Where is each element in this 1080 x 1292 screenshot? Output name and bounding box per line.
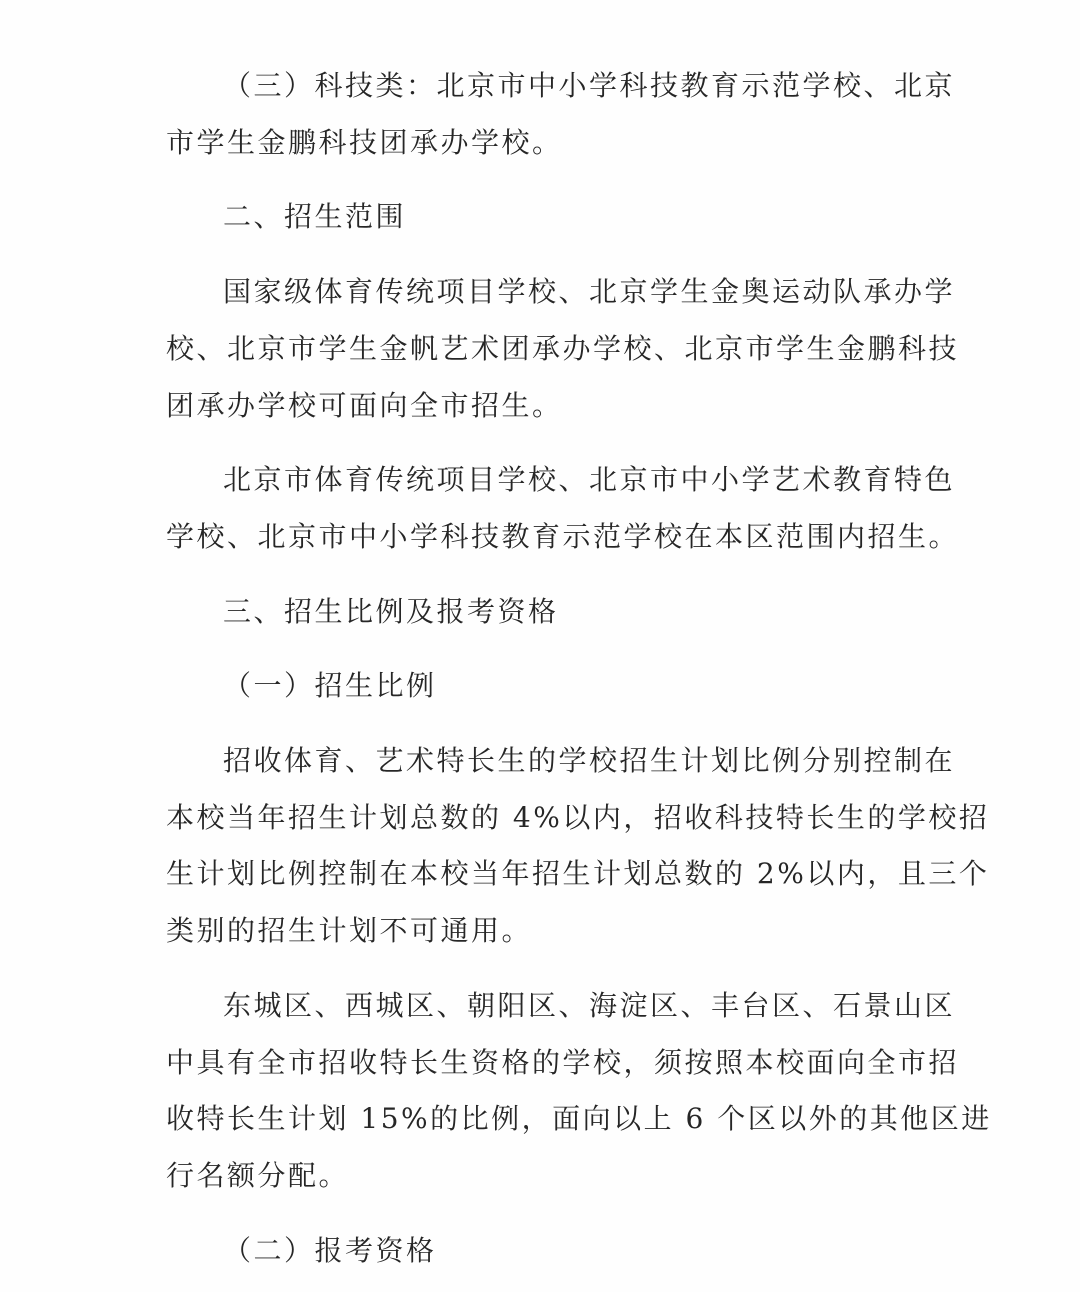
subsection-heading-eligibility: [166, 1223, 918, 1280]
text-line: 市学生金鹏科技团承办学校。: [166, 125, 563, 159]
text-line: 中具有全市招收特长生资格的学校，须按照本校面向全市招: [166, 1045, 960, 1079]
text-line: 团承办学校可面向全市招生。: [166, 388, 563, 422]
text-line: 二、招生范围: [223, 200, 407, 234]
section-heading-scope: [166, 189, 918, 246]
text-line: （一）招生比例: [223, 669, 437, 703]
text-line: 国家级体育传统项目学校、北京学生金奥运动队承办学: [223, 275, 956, 309]
paragraph-citywide-recruit: [166, 264, 960, 434]
paragraph-district-recruit: [166, 452, 960, 565]
text-line: 生计划比例控制在本校当年招生计划总数的 2%以内，且三个: [166, 857, 990, 891]
text-line: 类别的招生计划不可通用。: [166, 914, 533, 948]
text-line: 东城区、西城区、朝阳区、海淀区、丰台区、石景山区: [223, 988, 956, 1022]
text-line: 校、北京市学生金帆艺术团承办学校、北京市学生金鹏科技: [166, 331, 960, 365]
paragraph-quota: [166, 978, 992, 1205]
text-line: 行名额分配。: [166, 1158, 350, 1192]
text-line: 三、招生比例及报考资格: [223, 594, 559, 628]
section-heading-ratio-eligibility: [166, 584, 918, 641]
text-line: 收特长生计划 15%的比例，面向以上 6 个区以外的其他区进: [166, 1102, 992, 1136]
text-line: （二）报考资格: [223, 1233, 437, 1267]
text-line: 本校当年招生计划总数的 4%以内，招收科技特长生的学校招: [166, 800, 990, 834]
paragraph-tech-category: [166, 58, 956, 171]
text-line: 北京市体育传统项目学校、北京市中小学艺术教育特色: [223, 463, 956, 497]
text-line: （三）科技类：北京市中小学科技教育示范学校、北京: [223, 69, 956, 102]
text-line: 招收体育、艺术特长生的学校招生计划比例分别控制在: [223, 744, 956, 778]
document-body: [166, 58, 992, 1279]
paragraph-ratio: [166, 733, 990, 960]
subsection-heading-ratio: [166, 658, 918, 715]
text-line: 学校、北京市中小学科技教育示范学校在本区范围内招生。: [166, 519, 960, 553]
